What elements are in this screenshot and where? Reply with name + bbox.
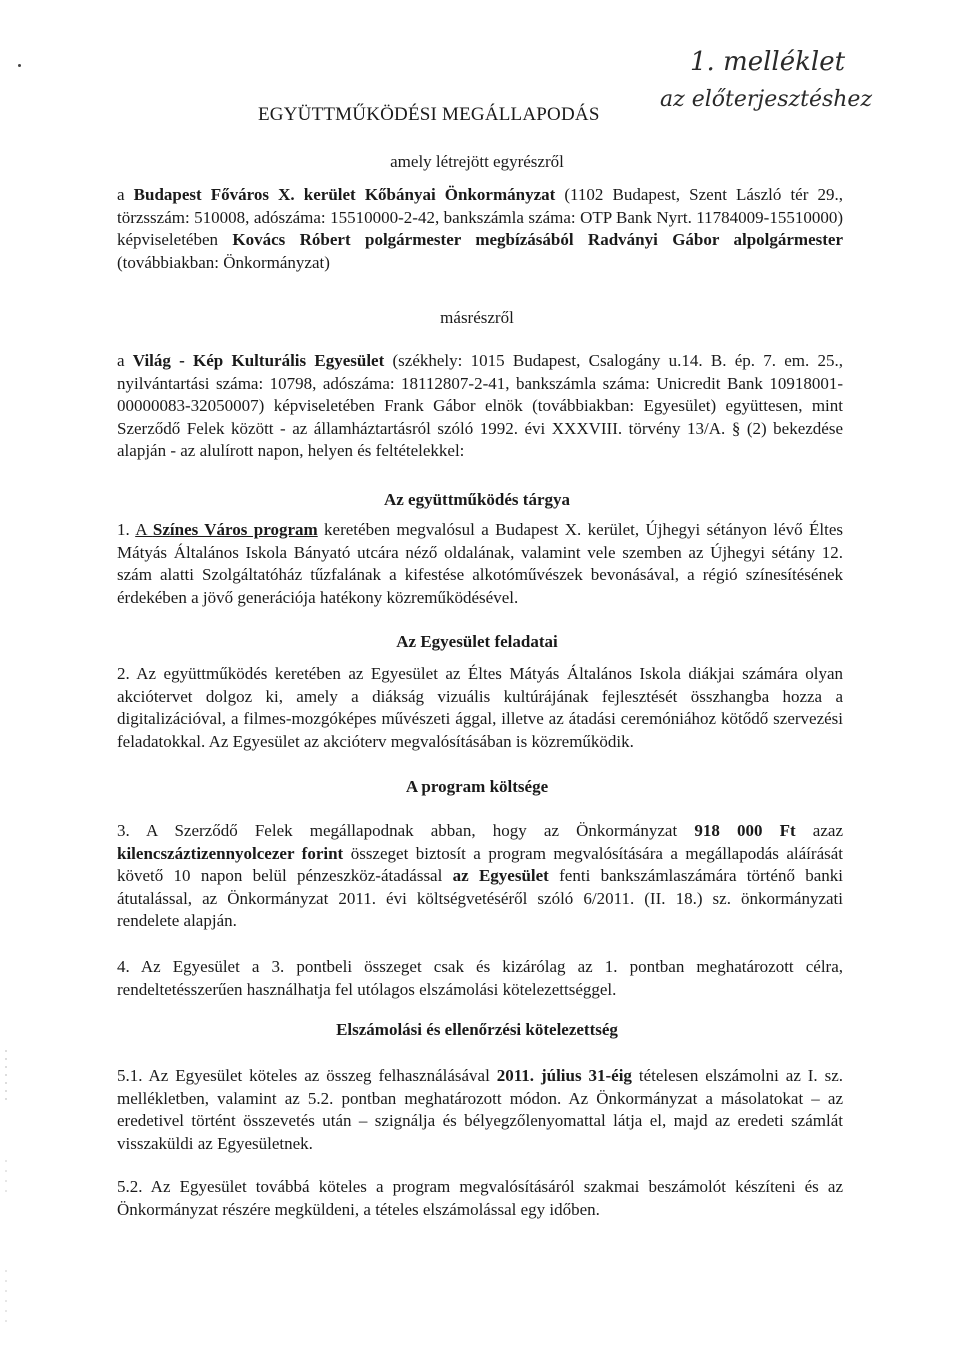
handwritten-annotation [660,40,940,120]
cost-heading: A program költsége [405,777,549,796]
amount: 918 000 Ft [694,821,796,840]
scan-edge-marks [0,1040,12,1340]
deadline: 2011. július 31-éig [496,1066,632,1085]
document-title: EGYÜTTMŰKÖDÉSI MEGÁLLAPODÁS [258,104,600,125]
scan-speck [18,64,21,67]
party-1-paragraph: a Budapest Főváros X. kerület Kőbányai Önkormányzat (1102 Budapest, Szent László tér 29., törzsszám: 510008, adószáma: 15510000-2-42, bankszámla száma: OTP Bank Nyrt. 11784009-15510000) képviseletében Kovács Róbert polgármester megbízásából Radványi Gábor alpolgármester (továbbiakban: Önkormányzat) [117,185,844,272]
section-5-2-paragraph: 5.2. Az Egyesület továbbá köteles a program megvalósításáról szakmai beszámolót készíteni és az Önkormányzat részére megküldeni, a tételes elszámolással egy időben. [117,1177,843,1219]
section-2-paragraph: 2. Az együttműködés keretében az Egyesület az Éltes Mátyás Általános Iskola diákjai számára olyan akciótervet dolgoz ki, amely a diákság vizuális kultúrájának fejlesztését összhangba hozza a digitalizációval, a filmes-mozgóképes művészeti ággal, illetve az átadási ceremóniához kötődő szervezési feladatokkal. Az Egyesület az akcióterv megvalósításában is közreműködik. [117,664,843,751]
one-side-label: amely létrejött egyrészről [390,152,564,171]
tasks-heading: Az Egyesület feladatai [396,632,558,651]
party-2-paragraph: a Világ - Kép Kulturális Egyesület (székhely: 1015 Budapest, Csalogány u.14. B. ép. 7. em. 25., nyilvántartási száma: 10798, adószáma: 18112807-2-41, bankszámla száma: Unicredit Bank 10918001-00000083-32050007) képviseletében Frank Gábor elnök (továbbiakban: Egyesület) együttesen, mint Szerződő Felek között - az államháztartásról szóló 1992. évi XXXVIII. törvény 13/A. § (2) bekezdése alapján - az alulírott napon, helyen és feltételekkel: [117,351,843,460]
amount-in-words: kilencszáztizennyolcezer forint [117,843,344,863]
section-5-1-paragraph: 5.1. Az Egyesület köteles az összeg felhasználásával 2011. július 31-éig tételesen elszámolni az I. sz. mellékletben, valamint az 5.2. pontban meghatározott módon. Az Önkormányzat a másolatokat – az eredetivel történt összevetés után – szignálja és bélyegzőlenyomattal látja el, majd az eredeti számlát visszaküldi az Egyesületnek. [117,1066,844,1153]
accounting-heading: Elszámolási és ellenőrzési kötelezettség [336,1020,618,1039]
subject-heading: Az együttműködés tárgya [383,490,571,509]
section-1-paragraph: 1. A Színes Város program keretében megvalósul a Budapest X. kerület, Újhegyi sétányon lévő Éltes Mátyás Általános Iskola Bányató utcára néző oldalának, valamint vele szemben az Újhegyi sétány 12. szám alatti Szolgáltatóház tűzfalának a kifestése alkotóművészek bevonásával, a régió színesítésének érdekében a jövő generációja hatékony közreműködésével. [117,520,844,607]
section-4-paragraph: 4. Az Egyesület a 3. pontbeli összeget csak és kizárólag az 1. pontban meghatározott célra, rendeltetésszerűen használhatja fel utólagos elszámolási kötelezettséggel. [117,957,843,999]
program-name: Színes Város program [152,520,318,539]
party-1-representative: Kovács Róbert polgármester megbízásából Radványi Gábor alpolgármester [232,230,844,249]
party-2-name: Világ - Kép Kulturális Egyesület [132,351,385,370]
other-side-label: másrészről [440,308,514,327]
section-3-paragraph: 3. A Szerződő Felek megállapodnak abban, hogy az Önkormányzat 918 000 Ft azaz kilencszáztizennyolcezer forint összeget biztosít a program megvalósítására a megállapodás aláírását követő 10 napon belül pénzeszköz-átadással az Egyesület fenti bankszámlaszámára történő banki átutalással, az Önkormányzat 2011. évi költségvetéséről szóló 6/2011. (II. 18.) sz. önkormányzati rendelete alapján. [117,821,843,930]
party-1-name: Budapest Főváros X. kerület Kőbányai Önkormányzat [133,185,556,204]
handwritten-annotation-graphic [660,40,940,120]
annotation-line-1: 1. melléklet [690,47,846,77]
annotation-line-2: az előterjesztéshez [660,87,873,112]
